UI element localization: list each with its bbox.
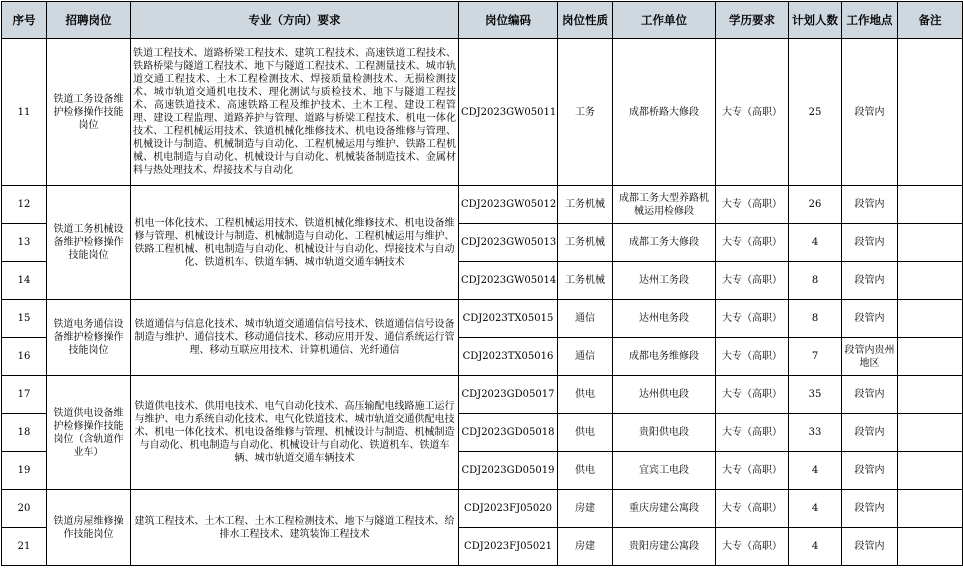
post-code-cell: CDJ2023GW05013 (459, 224, 558, 262)
post-type-cell: 通信 (558, 300, 613, 338)
unit-cell: 达州电务段 (613, 300, 716, 338)
unit-cell: 达州工务段 (613, 262, 716, 300)
location-cell: 段管内 (842, 490, 898, 528)
plan-cell: 4 (789, 452, 842, 490)
seq-cell: 21 (2, 528, 47, 566)
location-cell: 段管内 (842, 224, 898, 262)
post-type-cell: 工务 (558, 39, 613, 186)
post-code-cell: CDJ2023FJ05021 (459, 528, 558, 566)
post-type-cell: 工务机械 (558, 224, 613, 262)
post-type-cell: 通信 (558, 338, 613, 376)
education-cell: 大专（高职） (716, 528, 789, 566)
unit-cell: 贵阳供电段 (613, 414, 716, 452)
position-cell: 铁道房屋维修操作技能岗位 (47, 490, 131, 566)
education-cell: 大专（高职） (716, 39, 789, 186)
major-cell: 铁道供电技术、供用电技术、电气自动化技术、高压输配电线路施工运行与维护、电力系统自动化技术、电气化铁道技术、城市轨道交通供配电技术、机电一体化技术、机电设备维修与管理、机械设计与制造、机械制造与自动化、机电制造与自动化、机械设计与自动化、铁道机车、铁道车辆、城市轨道交通车辆技术 (131, 376, 459, 490)
position-cell: 铁道工务设备维护检修操作技能岗位 (47, 39, 131, 186)
seq-cell: 19 (2, 452, 47, 490)
location-cell: 段管内 (842, 39, 898, 186)
header-location: 工作地点 (842, 2, 898, 39)
plan-cell: 26 (789, 186, 842, 224)
education-cell: 大专（高职） (716, 186, 789, 224)
header-row (2, 2, 963, 39)
header-education: 学历要求 (716, 2, 789, 39)
post-type-cell: 房建 (558, 490, 613, 528)
seq-cell: 16 (2, 338, 47, 376)
post-code-cell: CDJ2023GD05018 (459, 414, 558, 452)
post-type-cell: 供电 (558, 452, 613, 490)
remarks-cell (898, 262, 963, 300)
post-type-cell: 工务机械 (558, 262, 613, 300)
unit-cell: 成都电务维修段 (613, 338, 716, 376)
location-cell: 段管内 (842, 376, 898, 414)
education-cell: 大专（高职） (716, 338, 789, 376)
location-cell: 段管内 (842, 528, 898, 566)
education-cell: 大专（高职） (716, 490, 789, 528)
remarks-cell (898, 39, 963, 186)
unit-cell: 宜宾工电段 (613, 452, 716, 490)
post-code-cell: CDJ2023GD05019 (459, 452, 558, 490)
remarks-cell (898, 186, 963, 224)
post-code-cell: CDJ2023FJ05020 (459, 490, 558, 528)
table-row (2, 39, 963, 186)
unit-cell: 达州供电段 (613, 376, 716, 414)
seq-cell: 15 (2, 300, 47, 338)
header-post-code: 岗位编码 (459, 2, 558, 39)
position-cell: 铁道工务机械设备维护检修操作技能岗位 (47, 186, 131, 300)
header-post-type: 岗位性质 (558, 2, 613, 39)
remarks-cell (898, 452, 963, 490)
post-type-cell: 房建 (558, 528, 613, 566)
plan-cell: 35 (789, 376, 842, 414)
post-code-cell: CDJ2023TX05015 (459, 300, 558, 338)
seq-cell: 13 (2, 224, 47, 262)
seq-cell: 20 (2, 490, 47, 528)
major-cell: 铁道工程技术、道路桥梁工程技术、建筑工程技术、高速铁道工程技术、铁路桥梁与隧道工程技术、地下与隧道工程技术、工程测量技术、城市轨道交通工程技术、土木工程检测技术、焊接质量检测技术、无损检测技术、城市轨道交通机电技术、理化测试与质检技术、地下与隧道工程技术、高速铁道技术、高速铁路工程及维护技术、土木工程、建设工程管理、建设工程监理、道路养护与管理、道路与桥梁工程技术、机电一体化技术、工程机械运用技术、铁道机械化维修技术、机电设备维修与管理、机械设计与制造、机械制造与自动化、工程机械运用与维护、铁路工程机械、机电制造与自动化、机械设计与自动化、机械装备制造技术、金属材料与热处理技术、焊接技术与自动化 (131, 39, 459, 186)
plan-cell: 25 (789, 39, 842, 186)
post-code-cell: CDJ2023GD05017 (459, 376, 558, 414)
major-cell: 机电一体化技术、工程机械运用技术、铁道机械化维修技术、机电设备维修与管理、机械设计与制造、机械制造与自动化、工程机械运用与维护、铁路工程机械、机电制造与自动化、机械设计与自动化、焊接技术与自动化、铁道机车、铁道车辆、城市轨道交通车辆技术 (131, 186, 459, 300)
table-row (2, 490, 963, 528)
plan-cell: 33 (789, 414, 842, 452)
location-cell: 段管内 (842, 262, 898, 300)
location-cell: 段管内贵州地区 (842, 338, 898, 376)
post-type-cell: 供电 (558, 376, 613, 414)
post-code-cell: CDJ2023GW05011 (459, 39, 558, 186)
header-remarks: 备注 (898, 2, 963, 39)
header-plan: 计划人数 (789, 2, 842, 39)
remarks-cell (898, 414, 963, 452)
seq-cell: 17 (2, 376, 47, 414)
education-cell: 大专（高职） (716, 376, 789, 414)
unit-cell: 成都桥路大修段 (613, 39, 716, 186)
seq-cell: 11 (2, 39, 47, 186)
location-cell: 段管内 (842, 300, 898, 338)
header-unit: 工作单位 (613, 2, 716, 39)
remarks-cell (898, 376, 963, 414)
remarks-cell (898, 224, 963, 262)
remarks-cell (898, 528, 963, 566)
header-major: 专业（方向）要求 (131, 2, 459, 39)
table-row (2, 376, 963, 414)
post-type-cell: 供电 (558, 414, 613, 452)
header-position: 招聘岗位 (47, 2, 131, 39)
location-cell: 段管内 (842, 186, 898, 224)
remarks-cell (898, 490, 963, 528)
unit-cell: 重庆房建公寓段 (613, 490, 716, 528)
table-row (2, 300, 963, 338)
post-type-cell: 工务机械 (558, 186, 613, 224)
header-seq: 序号 (2, 2, 47, 39)
unit-cell: 成都工务大型养路机械运用检修段 (613, 186, 716, 224)
unit-cell: 贵阳房建公寓段 (613, 528, 716, 566)
seq-cell: 12 (2, 186, 47, 224)
plan-cell: 8 (789, 262, 842, 300)
major-cell: 铁道通信与信息化技术、城市轨道交通通信信号技术、铁道通信信号设备制造与维护、通信技术、移动通信技术、移动应用开发、通信系统运行管理、移动互联应用技术、计算机通信、光纤通信 (131, 300, 459, 376)
post-code-cell: CDJ2023GW05014 (459, 262, 558, 300)
education-cell: 大专（高职） (716, 300, 789, 338)
position-cell: 铁道电务通信设备维护检修操作技能岗位 (47, 300, 131, 376)
remarks-cell (898, 338, 963, 376)
recruitment-table (1, 1, 963, 566)
position-cell: 铁道供电设备维护检修操作技能岗位（含轨道作业车） (47, 376, 131, 490)
plan-cell: 4 (789, 224, 842, 262)
location-cell: 段管内 (842, 452, 898, 490)
unit-cell: 成都工务大修段 (613, 224, 716, 262)
major-cell: 建筑工程技术、土木工程、土木工程检测技术、地下与隧道工程技术、给排水工程技术、建筑装饰工程技术 (131, 490, 459, 566)
plan-cell: 8 (789, 300, 842, 338)
remarks-cell (898, 300, 963, 338)
location-cell: 段管内 (842, 414, 898, 452)
plan-cell: 4 (789, 490, 842, 528)
education-cell: 大专（高职） (716, 224, 789, 262)
table-row (2, 186, 963, 224)
plan-cell: 7 (789, 338, 842, 376)
seq-cell: 14 (2, 262, 47, 300)
post-code-cell: CDJ2023GW05012 (459, 186, 558, 224)
seq-cell: 18 (2, 414, 47, 452)
education-cell: 大专（高职） (716, 262, 789, 300)
plan-cell: 4 (789, 528, 842, 566)
education-cell: 大专（高职） (716, 452, 789, 490)
post-code-cell: CDJ2023TX05016 (459, 338, 558, 376)
education-cell: 大专（高职） (716, 414, 789, 452)
